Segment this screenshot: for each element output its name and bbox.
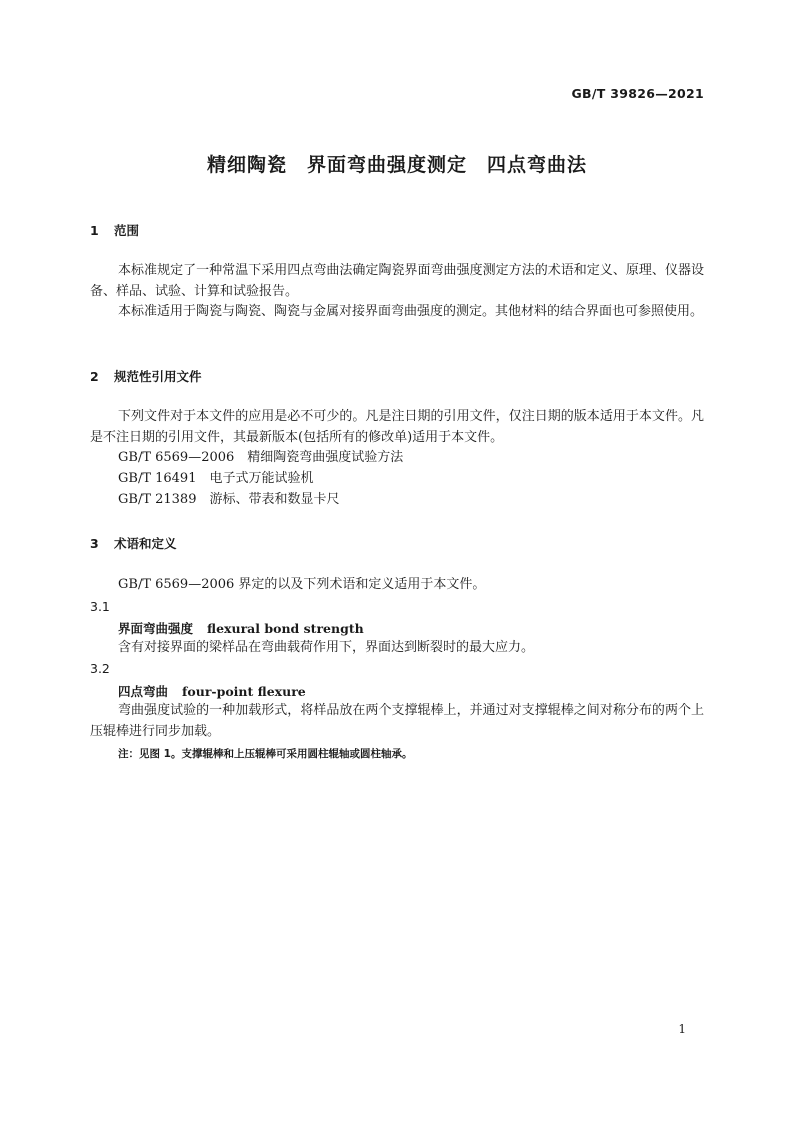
normative-reference-3: GB/T 21389 游标、带表和数显卡尺: [118, 492, 340, 507]
term-chinese: 四点弯曲: [118, 684, 169, 699]
section-1-paragraph-2: 本标准适用于陶瓷与陶瓷、陶瓷与金属对接界面弯曲强度的测定。其他材料的结合界面也可参照使用。: [118, 304, 704, 319]
section-3-intro: GB/T 6569—2006 界定的以及下列术语和定义适用于本文件。: [118, 577, 486, 592]
standard-number: GB/T 39826—2021: [571, 86, 704, 101]
term-definition: 含有对接界面的梁样品在弯曲载荷作用下，界面达到断裂时的最大应力。: [118, 640, 535, 655]
section-number: 1: [90, 223, 99, 238]
term-heading: [118, 619, 364, 637]
section-number: 2: [90, 369, 99, 384]
section-1-paragraph-1: 本标准规定了一种常温下采用四点弯曲法确定陶瓷界面弯曲强度测定方法的术语和定义、原理、仪器设备、样品、试验、计算和试验报告。: [90, 263, 704, 299]
document-title: 精细陶瓷 界面弯曲强度测定 四点弯曲法: [206, 154, 587, 176]
section-title: 术语和定义: [114, 536, 177, 551]
term-number: 3.2: [90, 661, 110, 676]
term-number: 3.1: [90, 599, 110, 614]
term-chinese: 界面弯曲强度: [118, 621, 194, 636]
section-2-paragraph-1: 下列文件对于本文件的应用是必不可少的。凡是注日期的引用文件，仅注日期的版本适用于本文件。凡是不注日期的引用文件，其最新版本(包括所有的修改单)适用于本文件。: [90, 409, 704, 445]
section-title: 规范性引用文件: [114, 369, 202, 384]
section-3-heading: [90, 534, 177, 552]
normative-reference-1: GB/T 6569—2006 精细陶瓷弯曲强度试验方法: [118, 450, 404, 465]
section-title: 范围: [114, 223, 140, 238]
term-english: flexural bond strength: [207, 621, 364, 636]
section-number: 3: [90, 536, 99, 551]
page-number: 1: [678, 1022, 686, 1036]
term-heading: [118, 682, 306, 700]
note: 注：见图 1。支撑辊棒和上压辊棒可采用圆柱辊轴或圆柱轴承。: [118, 748, 413, 760]
term-english: four-point flexure: [182, 684, 306, 699]
term-definition: 弯曲强度试验的一种加载形式，将样品放在两个支撑辊棒上，并通过对支撑辊棒之间对称分布的两个上压辊棒进行同步加载。: [90, 703, 704, 739]
normative-reference-2: GB/T 16491 电子式万能试验机: [118, 471, 314, 486]
section-1-heading: [90, 221, 139, 239]
section-2-heading: [90, 367, 202, 385]
